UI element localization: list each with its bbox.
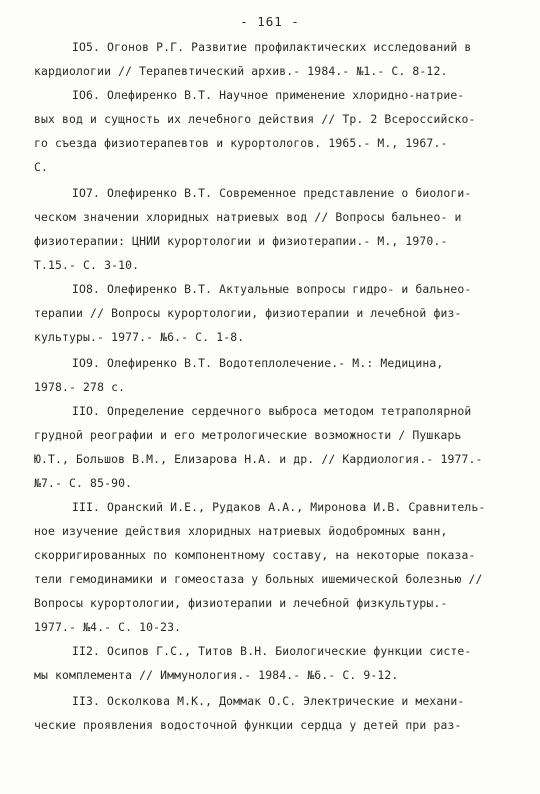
text-line: Ю.Т., Большов В.М., Елизарова Н.А. и др. // Кардиология.- 1977.- [34,452,483,466]
text-line: IIO. Определение сердечного выброса методом тетраполярной [72,404,472,418]
text-line: С. [34,160,49,174]
text-line: вых вод и сущность их лечебного действия // Тр. 2 Всероссийско- [34,112,476,126]
text-line: мы комплемента // Иммунология.- 1984.- №6.- С. 9-12. [34,668,399,682]
text-line: тели гемодинамики и гомеостаза у больных ишемической болезнью // [34,572,483,586]
text-line: культуры.- 1977.- №6.- С. 1-8. [34,330,245,344]
text-line: 1978.- 278 с. [34,380,126,394]
text-line: II3. Осколкова М.К., Доммак О.С. Электрические и механи- [72,694,465,708]
text-line: го съезда физиотерапевтов и курортологов. 1965.- М., 1967.- [34,136,448,150]
text-line: терапии // Вопросы курортологии, физиотерапии и лечебной физ- [34,306,462,320]
text-line: IO8. Олефиренко В.Т. Актуальные вопросы гидро- и бальнео- [72,282,472,296]
text-line: физиотерапии: ЦНИИ курортологии и физиотерапии.- М., 1970.- [34,234,448,248]
text-line: II2. Осипов Г.С., Титов В.Н. Биологические функции систе- [72,644,472,658]
text-line: ческие проявления водосточной функции сердца у детей при раз- [34,718,462,732]
text-line: грудной реографии и его метрологические возможности / Пушкарь [34,428,462,442]
text-line: №7.- С. 85-90. [34,476,133,490]
text-line: 1977.- №4.- С. 10-23. [34,620,182,634]
text-line: IO6. Олефиренко В.Т. Научное применение хлоридно-натрие- [72,88,465,102]
text-line: Т.15.- С. 3-10. [34,258,140,272]
text-line: кардиологии // Терапевтический архив.- 1984.- №1.- С. 8-12. [34,64,448,78]
text-line: ческом значении хлоридных натриевых вод // Вопросы бальнео- и [34,210,462,224]
text-line: IO9. Олефиренко В.Т. Водотеплолечение.- М.: Медицина, [72,356,444,370]
text-line: IO5. Огонов Р.Г. Развитие профилактических исследований в [72,40,472,54]
text-line: Вопросы курортологии, физиотерапии и лечебной физкультуры.- [34,596,448,610]
text-line: IO7. Олефиренко В.Т. Современное представление о биологи- [72,186,472,200]
text-line: III. Оранский И.Е., Рудаков А.А., Миронова И.В. Сравнитель- [72,500,486,514]
text-line: ное изучение действия хлоридных натриевых йодобромных ванн, [34,524,448,538]
page-number: - 161 - [240,14,300,29]
text-line: скорригированных по компонентному составу, на некоторые показа- [34,548,476,562]
